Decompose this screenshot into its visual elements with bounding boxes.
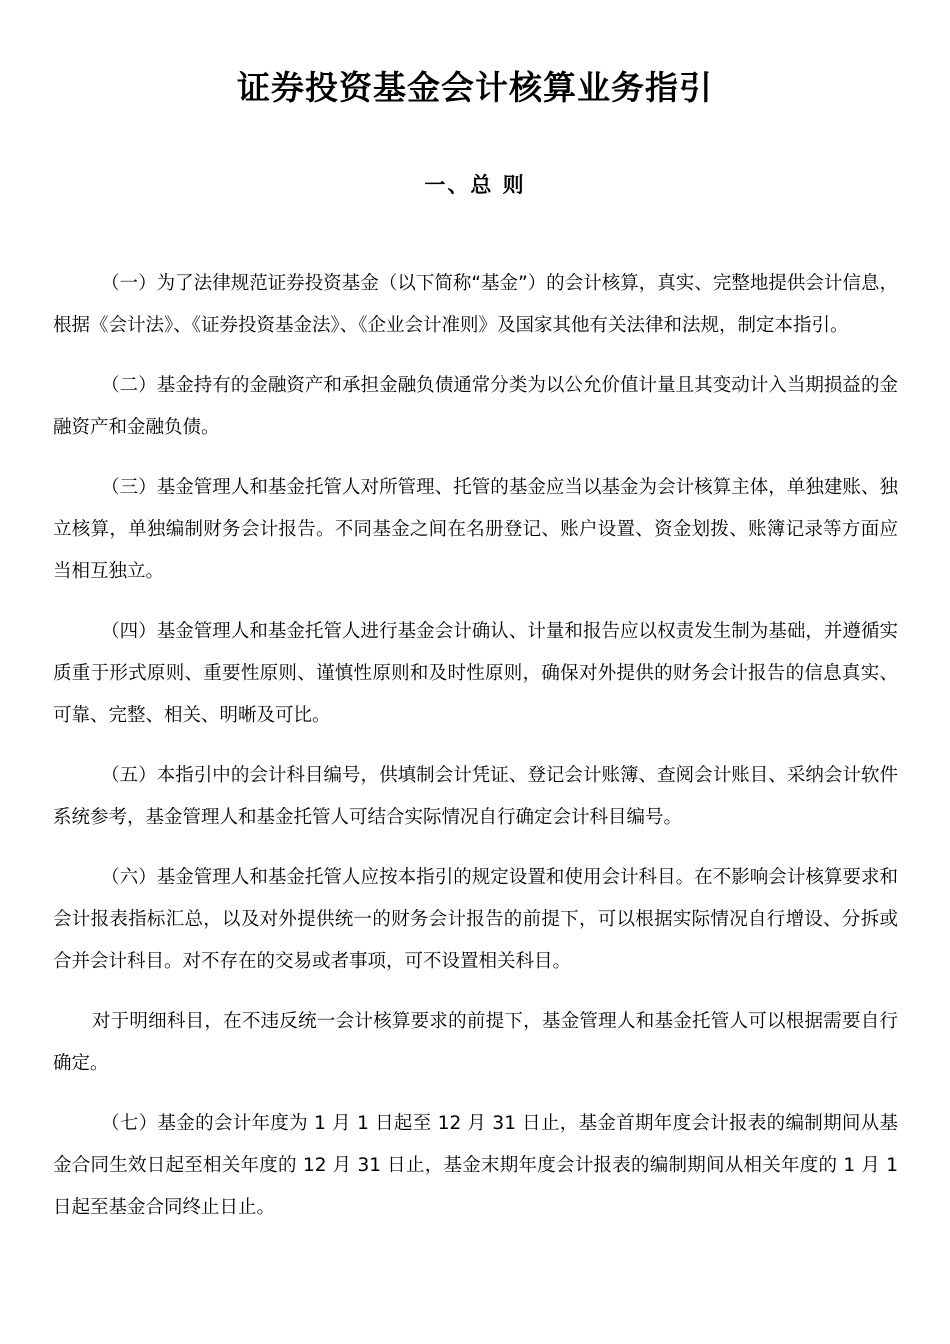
paragraph-6: （六）基金管理人和基金托管人应按本指引的规定设置和使用会计科目。在不影响会计核算要求和会计报表指标汇总，以及对外提供统一的财务会计报告的前提下，可以根据实际情况自行增设、分拆或合并会计科目。对不存在的交易或者事项，可不设置相关科目。 [53,867,898,972]
paragraph-5: （五）本指引中的会计科目编号，供填制会计凭证、登记会计账簿、查阅会计账目、采纳会计软件系统参考，基金管理人和基金托管人可结合实际情况自行确定会计科目编号。 [53,765,898,828]
section-heading: 一、总 则 [424,173,526,197]
paragraph-7: 对于明细科目，在不违反统一会计核算要求的前提下，基金管理人和基金托管人可以根据需要自行确定。 [53,1011,898,1074]
paragraph-3: （三）基金管理人和基金托管人对所管理、托管的基金应当以基金为会计核算主体，单独建账、独立核算，单独编制财务会计报告。不同基金之间在名册登记、账户设置、资金划拨、账簿记录等方面应当相互独立。 [53,477,898,582]
paragraph-4: （四）基金管理人和基金托管人进行基金会计确认、计量和报告应以权责发生制为基础，并遵循实质重于形式原则、重要性原则、谨慎性原则和及时性原则，确保对外提供的财务会计报告的信息真实、可靠、完整、相关、明晰及可比。 [53,621,898,726]
paragraph-8: （七）基金的会计年度为 1 月 1 日起至 12 月 31 日止，基金首期年度会计报表的编制期间从基金合同生效日起至相关年度的 12 月 31 日止，基金末期年度会计报表的编制期间从相关年度的 1 月 1 日起至基金合同终止日止。 [53,1113,898,1218]
paragraph-2: （二）基金持有的金融资产和承担金融负债通常分类为以公允价值计量且其变动计入当期损益的金融资产和金融负债。 [53,375,898,438]
document-body [53,263,898,1247]
document-title: 证券投资基金会计核算业务指引 [237,68,713,107]
paragraph-1: （一）为了法律规范证券投资基金（以下简称“基金”）的会计核算，真实、完整地提供会计信息，根据《会计法》、《证券投资基金法》、《企业会计准则》及国家其他有关法律和法规，制定本指引。 [53,273,898,336]
